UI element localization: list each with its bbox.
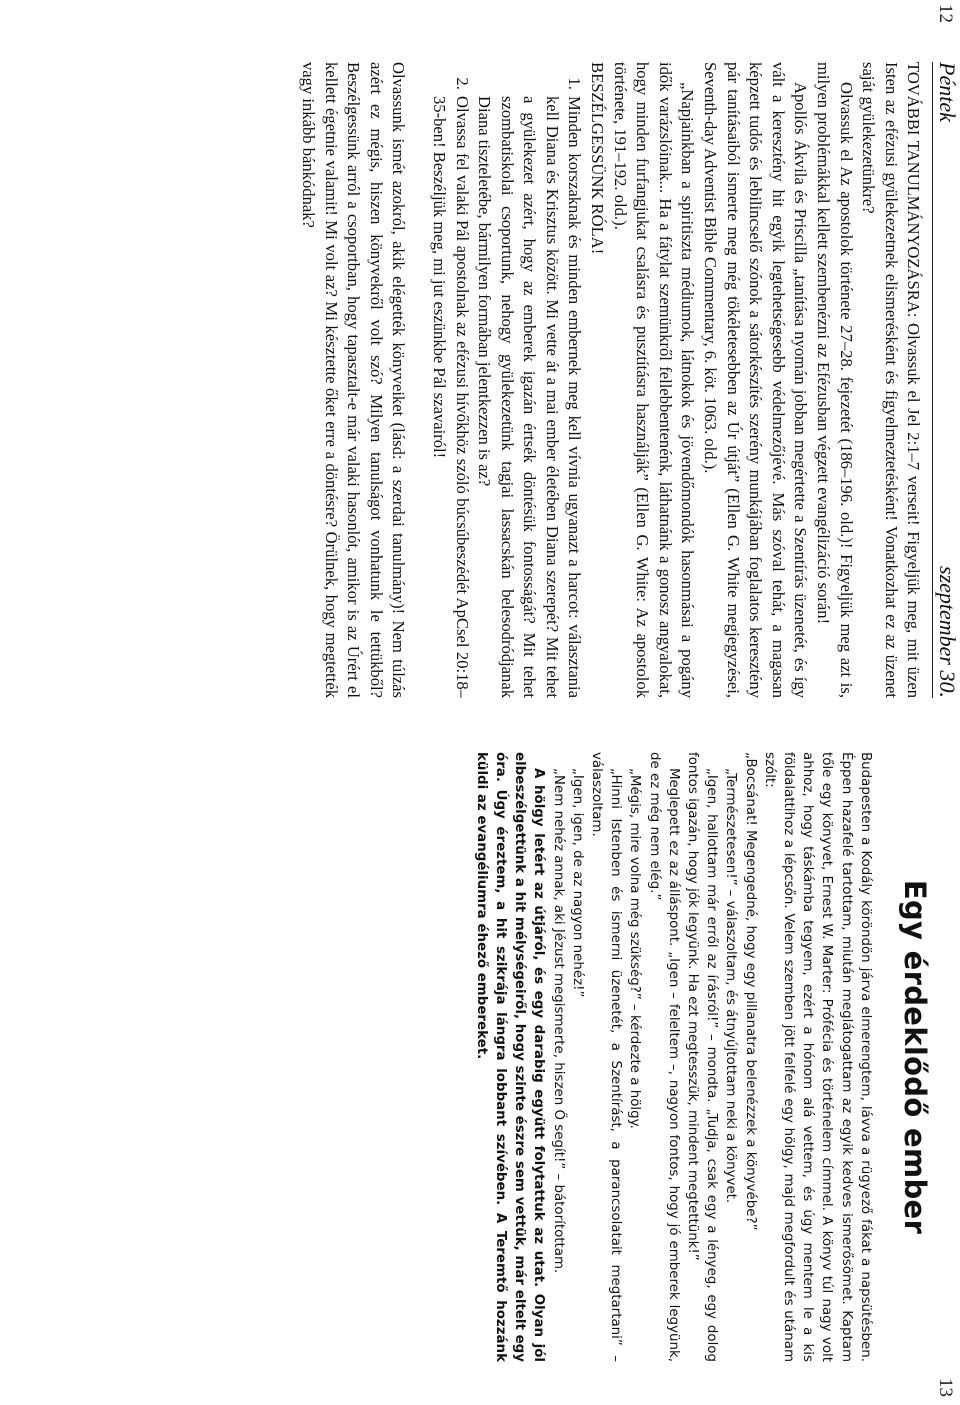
further-study-paragraph: TOVÁBBI TANULMÁNYOZÁSRA: Olvassuk el Jel 2:1–7 verseit! Figyeljük meg, mit üzen Isten az efézusi gyülekezetnek elismerésként és figyelmeztetésként! Vonatkozhat ez az üzenet saját gyülekezetünkre?	[859, 62, 924, 698]
discussion-item: 1. Minden korszaknak és minden embernek meg kell vívnia ugyanazt a harcot: választania kell Diana és Krisztus között. Mi vette át a mai ember életében Diana szerepét? Mit tehet a gyülekezet azért, hogy az emberek igazán értsék döntésük fontosságát? Mit tehet szombatiskolai csoportunk, nehogy gyülekezetünk tagjai lassacskán belesodródjanak Diana tiszteletébe, bármilyen formában jelentkezzen is az?	[473, 94, 586, 698]
right-page	[24, 752, 932, 1362]
story-paragraph: „Igen, igen, de az nagyon nehéz!”	[569, 768, 585, 998]
quote-paragraph-apollos: Apollós Ákvila és Priscilla „tanítása nyomán jobban megértette a Szentírás üzenetét, és így vált a keresztény hit egyik legtehetségesebb védelmezőjévé. Más szóval tehát, a magasan képzett tudós és lebilincselő szónok a sátorkészítés szerény munkájában foglalatos keresztény pár tanításaiból ismerte meg még tökéletesebben az Úr útját” (Ellen G. White megjegyzései, Seventh-day Adventist Bible Commentary, 6. köt. 1063. old.).	[701, 62, 811, 698]
date-label: szeptember 30.	[935, 566, 960, 698]
page-number-left: 12	[935, 4, 956, 23]
story-paragraph: „Bocsánat! Megengedné, hogy egy pillanatra belenézzek a könyvébe?”	[742, 752, 758, 1231]
closing-paragraph: Olvassunk ismét azokról, akik elégették könyveiket (lásd: a szerdai tanulmány)! Nem túlzás azért ez mégis, hiszen könyvekről volt szó? Milyen tanulságot vonhatunk le tettükből? Beszélgessünk arról a csoportban, hogy tapasztalt-e már valaki hasonlót, amikor is az Úrért el kellett égetnie valamit! Mi volt az? Mi késztette őket erre a döntésre? Örülnek, hogy megtették vagy inkább bánkódnak?	[298, 62, 409, 698]
story-paragraph: „Mégis, mire volna még szükség?” – kérdezte a hölgy.	[627, 768, 643, 1129]
left-page	[8, 62, 958, 698]
story-title: Egy érdeklődő ember	[898, 879, 932, 1235]
story-paragraph: „Hinni Istenben és ismerni üzenetét, a Szentírást, a parancsolatait megtartani” – válaszoltam.	[588, 752, 624, 1362]
page-header	[932, 62, 958, 698]
story-paragraph: „Nem nehéz annak, aki Jézust megismerte, hiszen Ő segít!” – bátorítottam.	[550, 768, 566, 1274]
story-ending-paragraph: A hölgy letért az útjáról, és egy darabig együtt folytattuk az utat. Olyan jól elbeszélgettünk a hit mélységeiről, hogy szinte észre sem vettük, már eltelt egy óra. Úgy éreztem, a hit szikrája lángra lobbant szívében. A Teremtő hozzánk küldi az evangéliumra éhező embereket.	[473, 752, 547, 1362]
reading-assignment-paragraph: Olvassuk el Az apostolok története 27–28. fejezetét (186–196. old.)! Figyeljük meg azt is, milyen problémákkal kellett szembenézni az Efézusban végzett evangélizáció során!	[814, 62, 856, 698]
story-paragraph: „Természetesen!” – válaszoltam, és átnyújtottam neki a könyvet.	[723, 768, 739, 1204]
story-paragraph: Meglepett ez az álláspont. „Igen – feleltem –, nagyon fontos, hogy jó emberek legyünk, de ez még nem elég.”	[646, 752, 681, 1362]
story-paragraph: „Igen, hallottam már erről az írásról!” – mondta. „Tudja, csak egy a lényeg, egy dolog fontos igazán, hogy jók legyünk. Ha ezt megtesszük, mindent megtettünk!”	[684, 752, 720, 1362]
story-paragraph: Budapesten a Kodály köröndön járva elmerengtem, lávva a rügyező fákat a napsütésben. Éppen hazafelé tartottam, miután meglátogattam az egyik kedves ismerősömet. Kaptam tőle egy könyvet, Ernest W. Marter: Prófécia és történelem címmel. A könyv túl nagy volt ahhoz, hogy táskámba tegyem, ezért a hónom alá vettem, és úgy mentem le a kis földalattihoz a lépcsőn. Velem szemben jött felfelé egy hölgy, majd megfordult és utánam szólt:	[761, 752, 873, 1362]
page-number-right: 13	[935, 1378, 956, 1397]
discussion-list	[427, 62, 585, 698]
day-label: Péntek	[935, 62, 960, 122]
quote-paragraph-spiritism: „Napjainkban a spiritiszta médiumok, látnokok és jövendőmondók hasonmásai a pogány idők varázslóinak... Ha a fátylat szemünkről fellebbentenénk, láthatnánk a gonosz angyalokat, hogy minden furfangjukat csalásra és pusztításra használják” (Ellen G. White: Az apostolok története, 191–192. old.).	[610, 62, 698, 698]
discussion-heading: BESZÉLGESSÜNK RÓLA!	[588, 62, 608, 255]
discussion-item: 2. Olvassa fel valaki Pál apostolnak az efézusi hívőkhöz szóló búcsúbeszédét ApCsel 20:18–35-ben! Beszéljük meg, mi jut eszünkbe Pál szavairól!	[427, 94, 472, 698]
